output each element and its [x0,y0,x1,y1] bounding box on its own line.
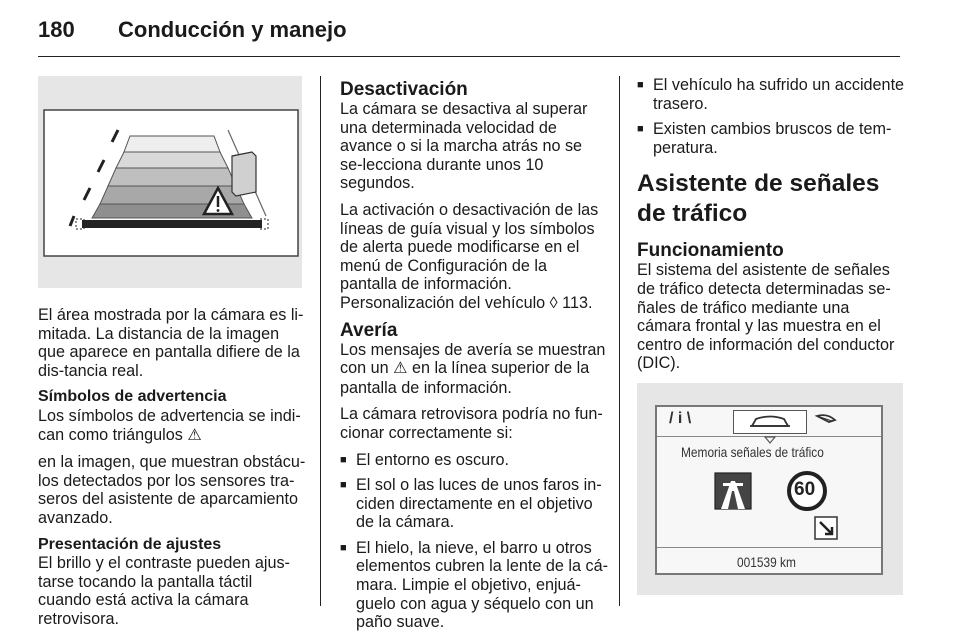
warning-symbols-heading: Símbolos de advertencia [38,388,227,406]
chapter-title: Conducción y manejo [118,17,347,42]
dic-menu-title: Memoria señales de tráfico [681,443,824,460]
column-divider-1 [320,76,321,606]
deactivation-text: La cámara se desactiva al superar una determinada velocidad de avance o si la marcha atrás no se se-lecciona durante unos 10 segundos. [340,100,588,193]
page-header [38,10,347,50]
column-divider-2 [619,76,620,606]
display-settings-text: El brillo y el contraste pueden ajus-tarse tocando la pantalla táctil cuando está activa la cámara retrovisora. [38,554,290,628]
rear-camera-figure [38,76,302,288]
warning-text-part1: Los símbolos de advertencia se indi-can como triángulos [38,406,301,444]
fault-text [340,341,608,398]
page-number: 180 [38,17,75,42]
list-item: ■ El entorno es oscuro. [340,451,608,470]
activation-text-body: La activación o desactivación de las líneas de guía visual y los símbolos de alerta puede modificarse en el menú de Configuración de la pantalla de información. Personalización del vehículo [340,200,599,312]
camera-area-text: El área mostrada por la cámara es li-mitada. La distancia de la imagen que aparece en pantalla difiere de la dis-tancia real. [38,306,304,380]
fault-text-part2: en la línea superior de la pantalla de información. [340,359,590,397]
sign-tab-icon [657,407,881,447]
lane-tab-icon: / i \ [669,409,692,427]
rear-camera-illustration [38,76,302,288]
list-item: ■ El hielo, la nieve, el barro u otros elementos cubren la lente de la cá-mara. Limpie el objetivo, enjuá-guelo con agua y séquelo con un paño suave. [340,539,608,632]
function-text: El sistema del asistente de señales de tráfico detecta determinadas se-ñales de tráfico mediante una cámara frontal y las muestra en el centro de información del conductor (DIC). [637,261,895,373]
warning-triangle-icon: ⚠ [187,426,202,444]
fault-text-part1: Los mensajes de avería se muestran con un [340,340,606,378]
malfunction-list-continued [637,76,905,157]
activation-text [340,201,608,313]
display-settings-heading: Presentación de ajustes [38,535,222,553]
page-reference[interactable]: 113. [562,293,593,312]
malfunction-list [340,451,608,632]
odometer-reading: 001539 km [737,553,796,570]
warning-symbols-text [38,407,306,445]
header-divider [38,56,900,57]
dic-divider [657,547,881,549]
speed-limit-value: 60 [794,478,816,500]
fault-warning-icon: ⚠ [393,360,408,378]
traffic-sign-icons [707,469,867,545]
traffic-sign-assistant-title: Asistente de señales de tráfico [637,170,880,228]
page-reference-icon: ◊ [549,293,558,312]
list-item: ■ El sol o las luces de unos faros in-ciden directamente en el objetivo de la cámara. [340,476,608,532]
deactivation-heading: Desactivación [340,79,468,100]
list-item: ■ Existen cambios bruscos de tem-peratura. [637,120,905,157]
column-1 [38,76,306,637]
warning-symbols-text-2: en la imagen, que muestran obstácu-los detectados por los sensores tra-seros del asistente de aparcamiento avanzado. [38,453,306,527]
fault-heading: Avería [340,319,398,341]
column-3 [637,76,905,595]
column-2 [340,80,608,640]
malfunction-intro: La cámara retrovisora podría no fun-cionar correctamente si: [340,405,603,442]
driver-info-display [655,405,883,575]
list-item: ■ El vehículo ha sufrido un accidente trasero. [637,76,905,113]
dic-figure [637,383,903,595]
dic-tab-bar [657,407,881,437]
function-heading: Funcionamiento [637,240,784,262]
